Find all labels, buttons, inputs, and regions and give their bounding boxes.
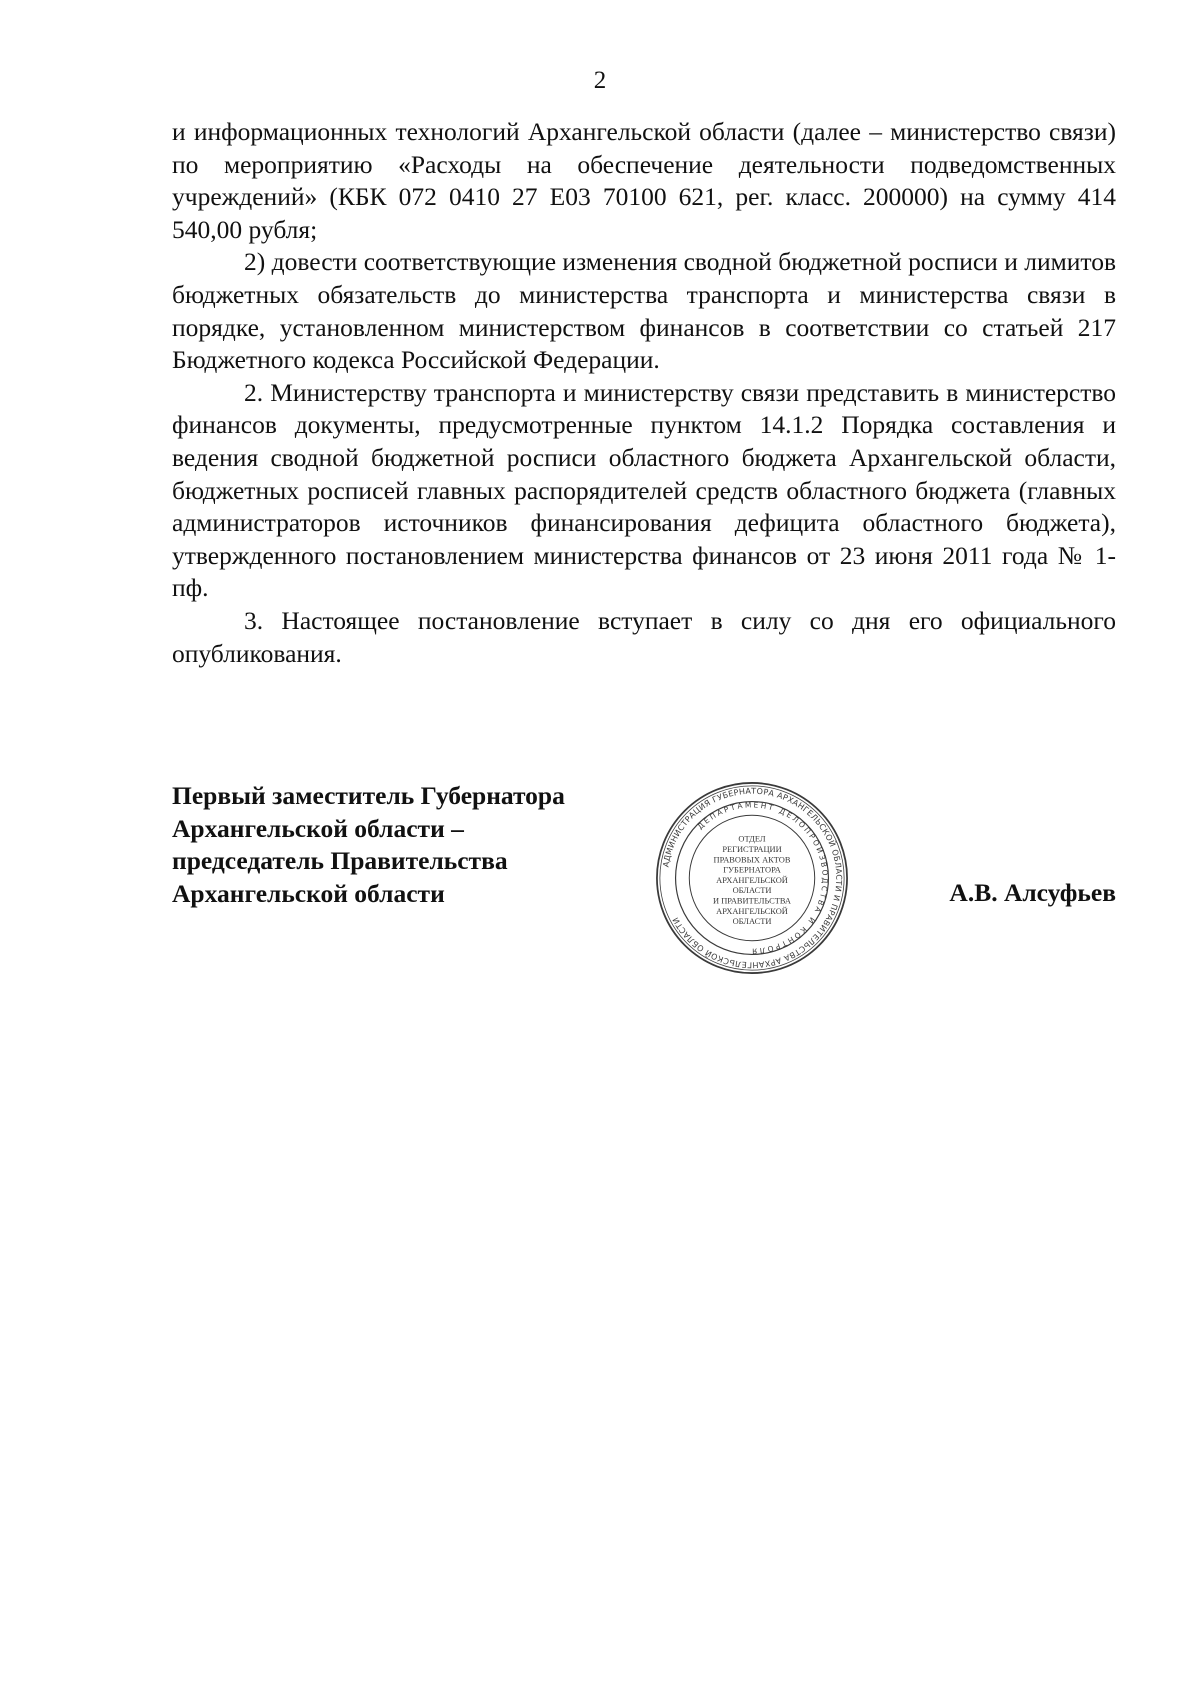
paragraph-continuation: и информационных технологий Архангельской области (далее – министерство связи) по мероприятию «Расходы на обеспечение деятельности подведомственных учреждений» (КБК 072 0410 27 Е03 70100 621, рег. класс. 200000) на сумму 414 540,00 рубля; (172, 117, 1116, 244)
seal-center-line: И ПРАВИТЕЛЬСТВА (713, 895, 791, 906)
seal-center-line: ОБЛАСТИ (732, 916, 772, 927)
seal-inner-ring-text: ДЕПАРТАМЕНТ ДЕЛОПРОИЗВОДСТВА И КОНТРОЛЯ (695, 800, 830, 956)
seal-center-line: ОБЛАСТИ (732, 885, 772, 896)
seal-outer-ring-text: АДМИНИСТРАЦИЯ ГУБЕРНАТОРА АРХАНГЕЛЬСКОЙ ОБЛАСТИ И ПРАВИТЕЛЬСТВА АРХАНГЕЛЬСКОЙ ОБЛАСТИ (661, 786, 844, 970)
signature-block (172, 780, 1116, 980)
signer-title (172, 780, 632, 910)
paragraph-subitem-2: 2) довести соответствующие изменения сводной бюджетной росписи и лимитов бюджетных обязательств до министерства транспорта и министерства связи в порядке, установленном министерством финансов в соответствии со статьей 217 Бюджетного кодекса Российской Федерации. (172, 247, 1116, 375)
signer-name: А.В. Алсуфьев (949, 878, 1116, 907)
paragraph-item-3: 3. Настоящее постановление вступает в силу со дня его официального опубликования. (172, 605, 1116, 668)
seal-center-line: АРХАНГЕЛЬСКОЙ (716, 874, 788, 885)
seal-center-line: РЕГИСТРАЦИИ (722, 844, 782, 855)
seal-center-line: АРХАНГЕЛЬСКОЙ (716, 905, 788, 916)
seal-center-line: ГУБЕРНАТОРА (723, 864, 781, 875)
paragraph-item-2: 2. Министерству транспорта и министерству связи представить в министерство финансов документы, предусмотренные пунктом 14.1.2 Порядка составления и ведения сводной бюджетной росписи областного бюджета Архангельской области, бюджетных росписей главных распорядителей средств областного бюджета (главных администраторов источников финансирования дефицита областного бюджета), утвержденного постановлением министерства финансов от 23 июня 2011 года № 1-пф. (172, 377, 1116, 603)
seal-center-line: ПРАВОВЫХ АКТОВ (713, 854, 791, 865)
official-seal (654, 780, 850, 976)
signer-title-line: председатель Правительства (172, 846, 508, 876)
signer-title-line: Первый заместитель Губернатора (172, 781, 565, 810)
signer-title-line: Архангельской области – (172, 813, 464, 843)
signer-title-line: Архангельской области (172, 878, 445, 908)
page-number: 2 (593, 67, 607, 94)
document-body (172, 116, 1116, 670)
seal-center-line: ОТДЕЛ (738, 833, 766, 844)
